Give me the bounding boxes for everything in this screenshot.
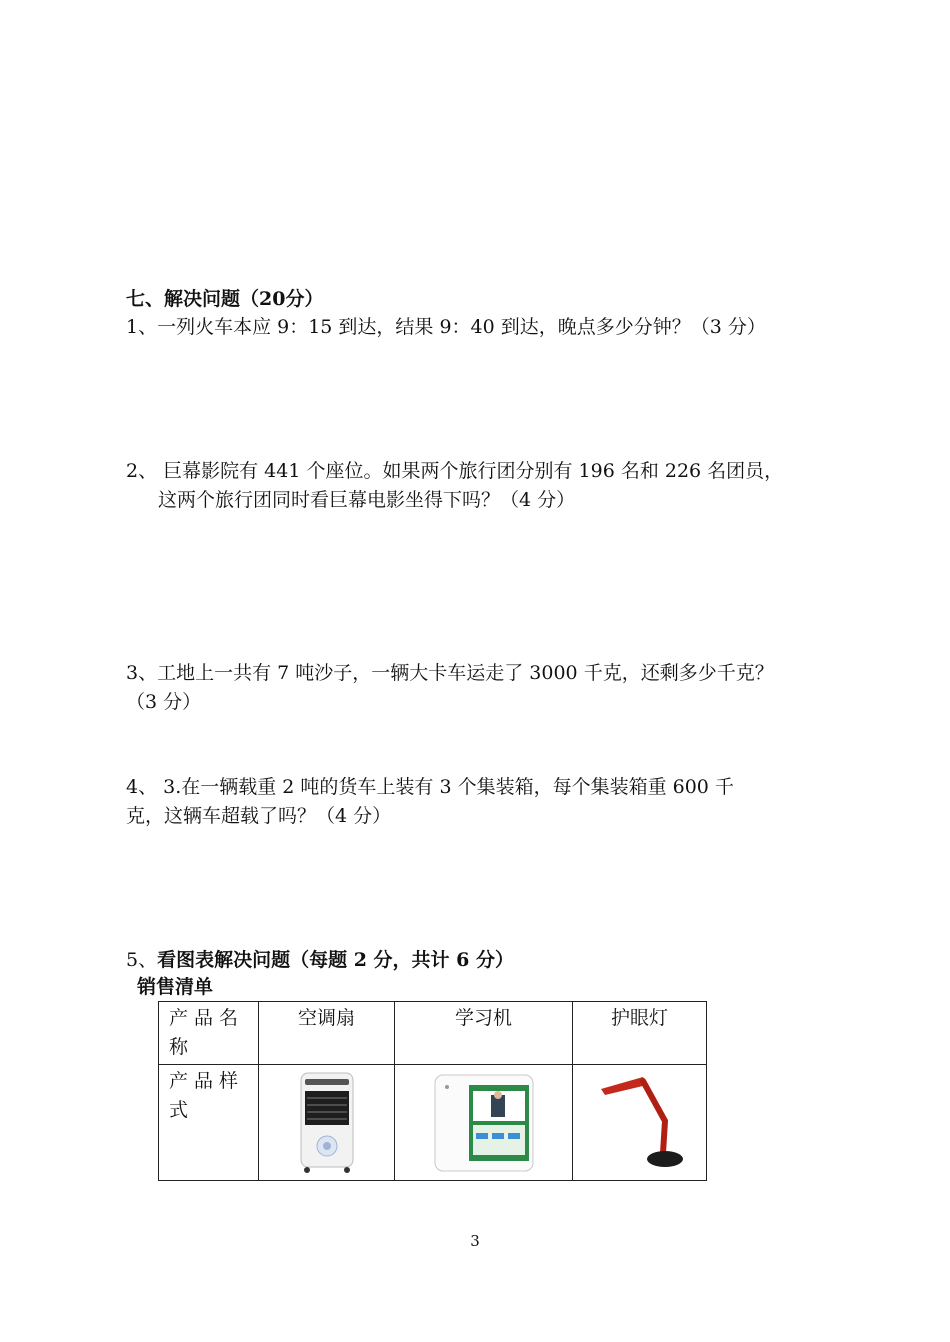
table-row-product-name — [159, 1002, 707, 1065]
table-cell — [259, 1002, 395, 1065]
question-5-number: 5、 — [126, 949, 158, 971]
table-cell — [573, 1002, 707, 1065]
table-caption: 销售清单 — [137, 976, 214, 998]
product-name-air-cooler: 空调扇 — [297, 1007, 355, 1029]
question-1: 1、一列火车本应 9：15 到达，结果 9：40 到达，晚点多少分钟？（3 分） — [126, 316, 766, 338]
air-cooler-fan-image — [297, 1071, 357, 1175]
sales-table — [158, 1001, 707, 1181]
question-4-line-2: 克，这辆车超载了吗？（4 分） — [126, 805, 392, 827]
table-label-cell — [159, 1065, 259, 1181]
table-label-cell — [159, 1002, 259, 1065]
table-row-product-style — [159, 1065, 707, 1181]
question-2-line-2: 这两个旅行团同时看巨幕电影坐得下吗？（4 分） — [158, 489, 576, 511]
table-cell — [259, 1065, 395, 1181]
question-3-line-2: （3 分） — [126, 691, 202, 713]
row-label-product-style: 产品样式 — [169, 1070, 245, 1121]
question-5-title — [126, 946, 514, 974]
question-2-line-1: 2、 巨幕影院有 441 个座位。如果两个旅行团分别有 196 名和 226 名团员， — [126, 460, 784, 482]
table-cell — [573, 1065, 707, 1181]
learning-tablet-image — [433, 1073, 535, 1173]
section-title: 七、解决问题（20分） — [126, 288, 324, 310]
question-4-line-1: 4、 3.在一辆载重 2 吨的货车上装有 3 个集装箱，每个集装箱重 600 千 — [126, 776, 734, 798]
question-3-line-1: 3、工地上一共有 7 吨沙子，一辆大卡车运走了 3000 千克，还剩多少千克？ — [126, 662, 774, 684]
row-label-product-name: 产品名称 — [169, 1007, 245, 1058]
question-5-heading: 看图表解决问题（每题 2 分，共计 6 分） — [157, 949, 514, 971]
table-cell — [395, 1002, 573, 1065]
product-name-desk-lamp: 护眼灯 — [610, 1007, 668, 1029]
desk-lamp-image — [595, 1073, 685, 1173]
product-name-learning-tablet: 学习机 — [454, 1007, 512, 1029]
table-cell — [395, 1065, 573, 1181]
page-number: 3 — [470, 1232, 480, 1250]
